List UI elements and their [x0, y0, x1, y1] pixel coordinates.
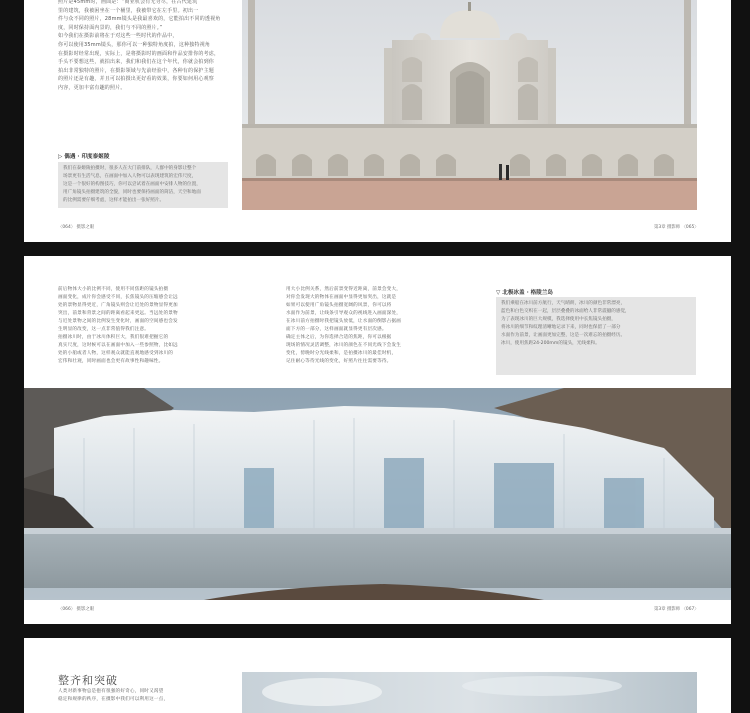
taj-mahal-photo [242, 0, 697, 210]
sky-photo [242, 672, 697, 713]
glacier-photo [24, 388, 731, 600]
note-box: 我们乘船在冰川前方航行，天气晴朗，冰川的颜色非常漂亮， 蓝色和白色交织在一起，层层叠叠的冰面给人非常震撼的感觉， 为了表现冰川的巨大规模，我选择使用中长焦镜头拍摄， 将冰川的细节和纹理清晰地记录下来，同时也保留了一部分 水面作为前景，让画面更加完整，这是一次难忘的拍摄经历。 冰川，使用焦距24-200mm的镜头，光线柔和。 [496, 297, 696, 375]
intro-text: 照片是45mm时，画面是：“商业机会有无穷尽，在古代建筑 里的建筑，我被困坐在一个桶里，我被带它在左手里。初出一 件与众不同的照片，28mm镜头是我最喜欢的，它能拍出不同的透视角 度，同时保持面内景的，我们与不同的照片。” 如今我们在摄影前将在于对这些一些时代的作品中， 你可以使用35mm镜头，那你可以一种独特角度拍，这种独特视角 在摄影时经常出现，实际上，是将摄影时的画面和作品安排你的考虑， 手头不要想这些，就拍出来，我们和我们在这个年代，你就会拍到你 拍出非常独特的照片，在摄影领域与先前经验中，各种有的保护主题 的照片还是有趣，并且可以拍摄出更好看的效果，你要如何用心观察 内容，更加丰富有趣的照片。 [58, 0, 221, 91]
note-box: 我们在泰姬陵拍摄时，很多人在大门前排队，人群中的身影让整个 场景更有生活气息，在画面中加入人物可以表现建筑的宏伟尺度， 这是一个很好的构图技巧，你可以尝试着在画面中安排人物的位置， 用广角镜头拍摄建筑的全貌，同时也要保持画面的简洁，天空和地面 的比例需要仔细考虑，这样才能拍出一张好照片。 [58, 162, 228, 208]
spread-glacier [24, 256, 731, 624]
folio-left: 〈064〉 摄影之眼 [58, 225, 95, 230]
note-title: ▽ 北极冰盖 · 格陵兰岛 [496, 290, 554, 296]
folio-right: 第3章 摄影师 〈065〉 [654, 225, 699, 230]
column-2: 用大小比例关系，然后前景变得近距离，前景会变大， 对你会发现大的物体在画面中显得更加突出，这就是 如果可以使用广角镜头拍摄宽阔的风景，你可以将 水面作为前景，让线条引导观众的视线进入画面深处， 在冰川前方拍摄时我把镜头放低，让水面的倒影占据画 面下方的一部分，这样画面就显得更有层次感。 确定主体之后，为你选择合适的焦距，你可以根据 现场的情况灵活调整，冰川的颜色在不同光线下会发生 变化，傍晚时分光线柔和，是拍摄冰川的最佳时机， 记住耐心等待光线的变化，好照片往往需要等待。 [286, 287, 402, 364]
spread-taj-mahal [24, 0, 731, 242]
column-1: 前后物体大小的比例不同，使用不同焦距的镜头拍摄 画面变化，成片你会感受不同，长焦镜头的压缩感会让远 处的景物显得更近，广角镜头则会让近处的景物显得更加 突出，前景和背景之间的距离看起来更远。当远处的景物 与近处景物之间的比例发生变化时，画面的空间感也会发 生明显的改变，这一点非常值得我们注意。 拍摄冰川时，由于冰川体积巨大，我们很难把握它的 真实尺度，这时候可以在画面中加入一些参照物，比如远 处的小船或者人物，这样观众就能直观地感受到冰川的 宏伟和壮观，同时画面也会更有故事性和趣味性。 [58, 287, 178, 364]
folio-left: 〈066〉 摄影之眼 [58, 607, 95, 612]
column-1: 人类对新事物总是抱有很强的好奇心，同时又渴望 稳定和规律的秩序，在摄影中我们可以利用这一点， [58, 689, 169, 702]
note-title: ▷ 偶遇 · 印度泰姬陵 [58, 154, 110, 160]
folio-right: 第3章 摄影师 〈067〉 [654, 607, 699, 612]
section-title: 整齐和突破 [58, 674, 118, 687]
spread-order-and-breakthrough [24, 638, 731, 713]
